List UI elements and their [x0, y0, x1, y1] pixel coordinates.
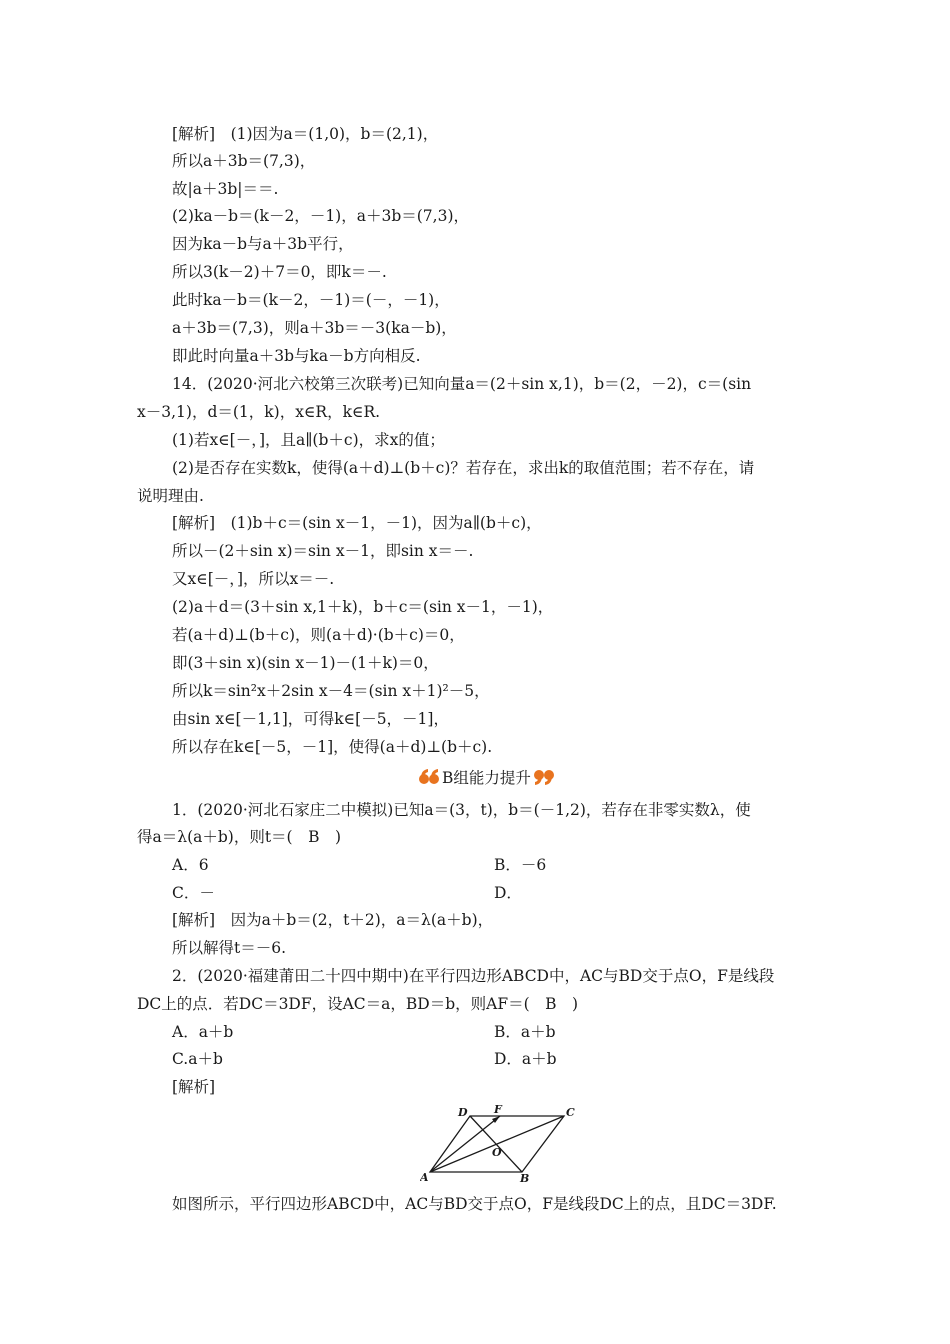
solution13-line-6: 所以3(k－2)＋7＝0，即k＝－.: [172, 263, 387, 281]
label-o: O: [492, 1146, 502, 1159]
close-quote-icon: [533, 766, 555, 788]
q1-option-a: A．6: [172, 856, 209, 874]
solution14-line-1: [解析] (1)b＋c＝(sin x－1，－1)，因为a∥(b＋c)，: [172, 514, 542, 532]
segment-af: [430, 1116, 500, 1172]
label-a: A: [420, 1171, 429, 1184]
q2-after-figure: 如图所示，平行四边形ABCD中，AC与BD交于点O，F是线段DC上的点，且DC＝3DF.: [172, 1195, 777, 1213]
q2-option-d: D．a＋b: [494, 1050, 557, 1068]
q1-option-d: D．: [494, 884, 522, 902]
q2-option-a: A．a＋b: [172, 1023, 234, 1041]
q2-line-1: 2．(2020·福建莆田二十四中期中)在平行四边形ABCD中，AC与BD交于点O，F是线段: [172, 967, 775, 985]
solution14-line-7: 所以k＝sin²x＋2sin x－4＝(sin x＋1)²－5，: [172, 682, 490, 700]
solution14-line-3: 又x∈[－，]，所以x＝－.: [172, 570, 335, 588]
problem14-line-5: 说明理由.: [137, 487, 204, 505]
q1-solution-line-2: 所以解得t＝－6.: [172, 939, 287, 957]
q1-option-c: C．－: [172, 884, 215, 902]
open-quote-icon: [418, 766, 440, 788]
solution13-line-8: a＋3b＝(7,3)，则a＋3b＝－3(ka－b)，: [172, 319, 457, 337]
q1-line-1: 1．(2020·河北石家庄二中模拟)已知a＝(3，t)，b＝(－1,2)，若存在非零实数λ，使: [172, 801, 751, 819]
solution13-line-2: 所以a＋3b＝(7,3)，: [172, 152, 316, 170]
section-title: B组能力提升: [442, 769, 531, 787]
solution14-line-6: 即(3＋sin x)(sin x－1)－(1＋k)＝0，: [172, 654, 439, 672]
solution14-line-5: 若(a＋d)⊥(b＋c)，则(a＋d)·(b＋c)＝0，: [172, 626, 465, 644]
q2-line-2: DC上的点．若DC＝3DF，设AC＝a，BD＝b，则AF＝( B ): [137, 995, 579, 1013]
parallelogram-figure: [420, 1104, 580, 1184]
solution14-line-4: (2)a＋d＝(3＋sin x,1＋k)，b＋c＝(sin x－1，－1)，: [172, 598, 554, 616]
solution14-line-8: 由sin x∈[－1,1]，可得k∈[－5，－1]，: [172, 710, 449, 728]
solution14-line-2: 所以－(2＋sin x)＝sin x－1，即sin x＝－.: [172, 542, 474, 560]
solution13-line-3: 故|a＋3b|＝＝.: [172, 180, 279, 198]
label-b: B: [520, 1172, 530, 1184]
label-d: D: [458, 1106, 468, 1119]
solution14-line-9: 所以存在k∈[－5，－1]，使得(a＋d)⊥(b＋c).: [172, 738, 493, 756]
label-c: C: [566, 1106, 575, 1119]
solution13-line-4: (2)ka－b＝(k－2，－1)，a＋3b＝(7,3)，: [172, 207, 469, 225]
q2-option-c: C.a＋b: [172, 1050, 223, 1068]
q1-option-b: B．－6: [494, 856, 547, 874]
q2-solution-head: [解析]: [172, 1078, 216, 1096]
problem14-line-4: (2)是否存在实数k，使得(a＋d)⊥(b＋c)？若存在，求出k的取值范围；若不存在，请: [172, 459, 755, 477]
solution13-line-7: 此时ka－b＝(k－2，－1)＝(－，－1)，: [172, 291, 450, 309]
solution13-line-5: 因为ka－b与a＋3b平行，: [172, 235, 354, 253]
problem14-line-2: x－3,1)，d＝(1，k)，x∈R，k∈R.: [137, 403, 381, 421]
q2-option-b: B．a＋b: [494, 1023, 556, 1041]
section-banner: [418, 764, 555, 790]
diagonal-bd: [470, 1116, 522, 1172]
solution13-line-1: [解析] (1)因为a＝(1,0)，b＝(2,1)，: [172, 125, 439, 143]
q1-solution-line-1: [解析] 因为a＋b＝(2，t＋2)，a＝λ(a＋b)，: [172, 911, 494, 929]
problem14-line-1: 14．(2020·河北六校第三次联考)已知向量a＝(2＋sin x,1)，b＝(2，－2)，c＝(sin: [172, 375, 752, 393]
solution13-line-9: 即此时向量a＋3b与ka－b方向相反.: [172, 347, 421, 365]
label-f: F: [494, 1104, 502, 1116]
problem14-line-3: (1)若x∈[－，]，且a∥(b＋c)，求x的值；: [172, 431, 445, 449]
q1-line-2: 得a＝λ(a＋b)，则t＝( B ): [137, 828, 342, 846]
